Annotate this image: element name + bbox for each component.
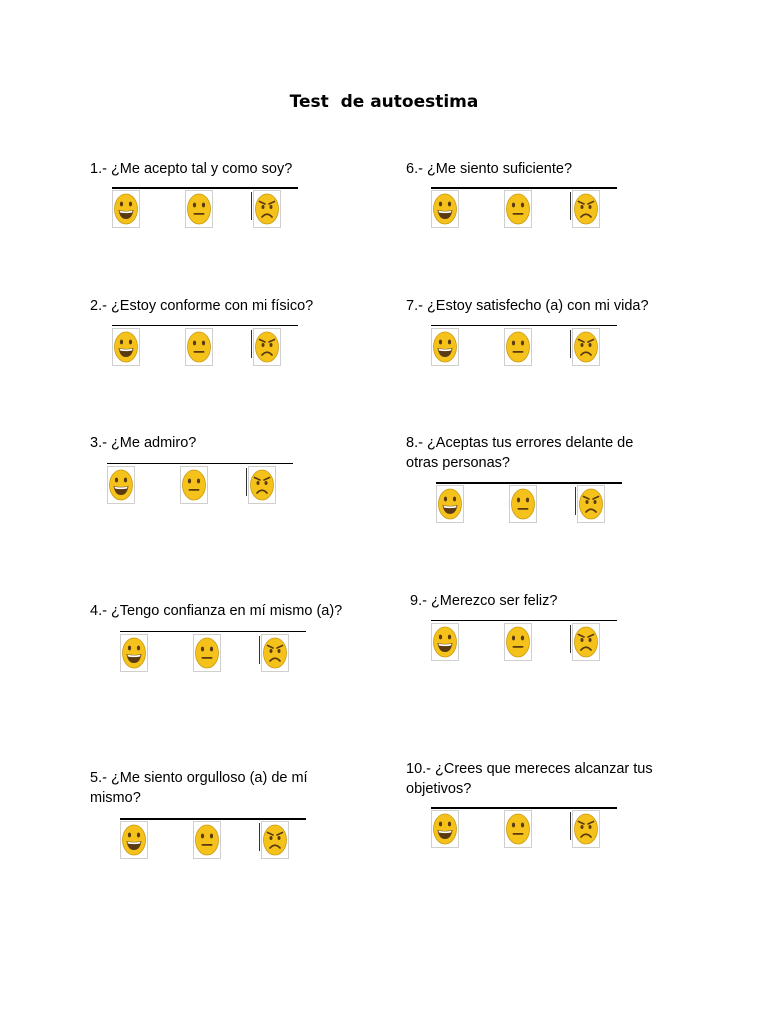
question-10-line-2: objetivos? bbox=[406, 781, 472, 797]
neutral-face-icon[interactable] bbox=[504, 810, 532, 848]
rating-scale-4 bbox=[120, 631, 306, 675]
angry-face-icon[interactable] bbox=[572, 190, 600, 228]
question-6 bbox=[406, 159, 572, 179]
angry-face-icon[interactable] bbox=[261, 634, 289, 672]
rating-line bbox=[431, 325, 617, 326]
neutral-face-icon[interactable] bbox=[193, 821, 221, 859]
rating-scale-7 bbox=[431, 325, 617, 369]
rating-line bbox=[431, 187, 617, 189]
question-8-line-2: otras personas? bbox=[406, 455, 510, 471]
question-1 bbox=[90, 159, 292, 179]
rating-line bbox=[107, 463, 293, 464]
rating-scale-6 bbox=[431, 187, 617, 231]
neutral-face-icon[interactable] bbox=[504, 190, 532, 228]
angry-face-icon[interactable] bbox=[572, 623, 600, 661]
rating-scale-5 bbox=[120, 818, 306, 862]
question-5 bbox=[90, 768, 308, 808]
question-3 bbox=[90, 433, 196, 453]
question-4 bbox=[90, 601, 342, 621]
divider-mark bbox=[570, 812, 571, 840]
question-2-line-1: 2.- ¿Estoy conforme con mi físico? bbox=[90, 298, 314, 314]
angry-face-icon[interactable] bbox=[253, 328, 281, 366]
rating-scale-3 bbox=[107, 463, 293, 507]
divider-mark bbox=[575, 487, 576, 515]
neutral-face-icon[interactable] bbox=[509, 485, 537, 523]
neutral-face-icon[interactable] bbox=[504, 623, 532, 661]
rating-scale-8 bbox=[436, 482, 622, 526]
question-8-line-1: 8.- ¿Aceptas tus errores delante de bbox=[406, 435, 634, 451]
question-5-line-1: 5.- ¿Me siento orgulloso (a) de mí bbox=[90, 770, 308, 786]
happy-face-icon[interactable] bbox=[431, 328, 459, 366]
question-3-line-1: 3.- ¿Me admiro? bbox=[90, 435, 197, 451]
question-7-line-1: 7.- ¿Estoy satisfecho (a) con mi vida? bbox=[406, 298, 649, 314]
neutral-face-icon[interactable] bbox=[504, 328, 532, 366]
rating-line bbox=[436, 482, 622, 484]
neutral-face-icon[interactable] bbox=[185, 190, 213, 228]
divider-mark bbox=[259, 823, 260, 851]
divider-mark bbox=[570, 330, 571, 358]
divider-mark bbox=[251, 192, 252, 220]
angry-face-icon[interactable] bbox=[572, 810, 600, 848]
divider-mark bbox=[570, 625, 571, 653]
happy-face-icon[interactable] bbox=[120, 634, 148, 672]
rating-line bbox=[120, 631, 306, 632]
rating-line bbox=[112, 187, 298, 189]
rating-scale-2 bbox=[112, 325, 298, 369]
happy-face-icon[interactable] bbox=[120, 821, 148, 859]
happy-face-icon[interactable] bbox=[436, 485, 464, 523]
happy-face-icon[interactable] bbox=[112, 328, 140, 366]
angry-face-icon[interactable] bbox=[253, 190, 281, 228]
question-10-line-1: 10.- ¿Crees que mereces alcanzar tus bbox=[406, 761, 653, 777]
question-10 bbox=[406, 759, 653, 799]
question-6-line-1: 6.- ¿Me siento suficiente? bbox=[406, 161, 573, 177]
happy-face-icon[interactable] bbox=[431, 623, 459, 661]
rating-scale-10 bbox=[431, 807, 617, 851]
page-title: Test de autoestima bbox=[289, 92, 479, 112]
happy-face-icon[interactable] bbox=[431, 190, 459, 228]
divider-mark bbox=[246, 468, 247, 496]
question-2 bbox=[90, 296, 313, 316]
rating-line bbox=[112, 325, 298, 326]
angry-face-icon[interactable] bbox=[572, 328, 600, 366]
happy-face-icon[interactable] bbox=[107, 466, 135, 504]
question-8 bbox=[406, 433, 633, 473]
rating-line bbox=[431, 807, 617, 809]
divider-mark bbox=[570, 192, 571, 220]
question-9-line-1: 9.- ¿Merezco ser feliz? bbox=[410, 593, 558, 609]
neutral-face-icon[interactable] bbox=[193, 634, 221, 672]
rating-line bbox=[431, 620, 617, 621]
neutral-face-icon[interactable] bbox=[180, 466, 208, 504]
neutral-face-icon[interactable] bbox=[185, 328, 213, 366]
question-4-line-1: 4.- ¿Tengo confianza en mí mismo (a)? bbox=[90, 603, 343, 619]
rating-line bbox=[120, 818, 306, 820]
divider-mark bbox=[259, 636, 260, 664]
question-9 bbox=[410, 591, 557, 611]
angry-face-icon[interactable] bbox=[577, 485, 605, 523]
rating-scale-9 bbox=[431, 620, 617, 664]
happy-face-icon[interactable] bbox=[431, 810, 459, 848]
question-5-line-2: mismo? bbox=[90, 790, 141, 806]
question-7 bbox=[406, 296, 649, 316]
happy-face-icon[interactable] bbox=[112, 190, 140, 228]
question-1-line-1: 1.- ¿Me acepto tal y como soy? bbox=[90, 161, 293, 177]
rating-scale-1 bbox=[112, 187, 298, 231]
divider-mark bbox=[251, 330, 252, 358]
angry-face-icon[interactable] bbox=[261, 821, 289, 859]
angry-face-icon[interactable] bbox=[248, 466, 276, 504]
